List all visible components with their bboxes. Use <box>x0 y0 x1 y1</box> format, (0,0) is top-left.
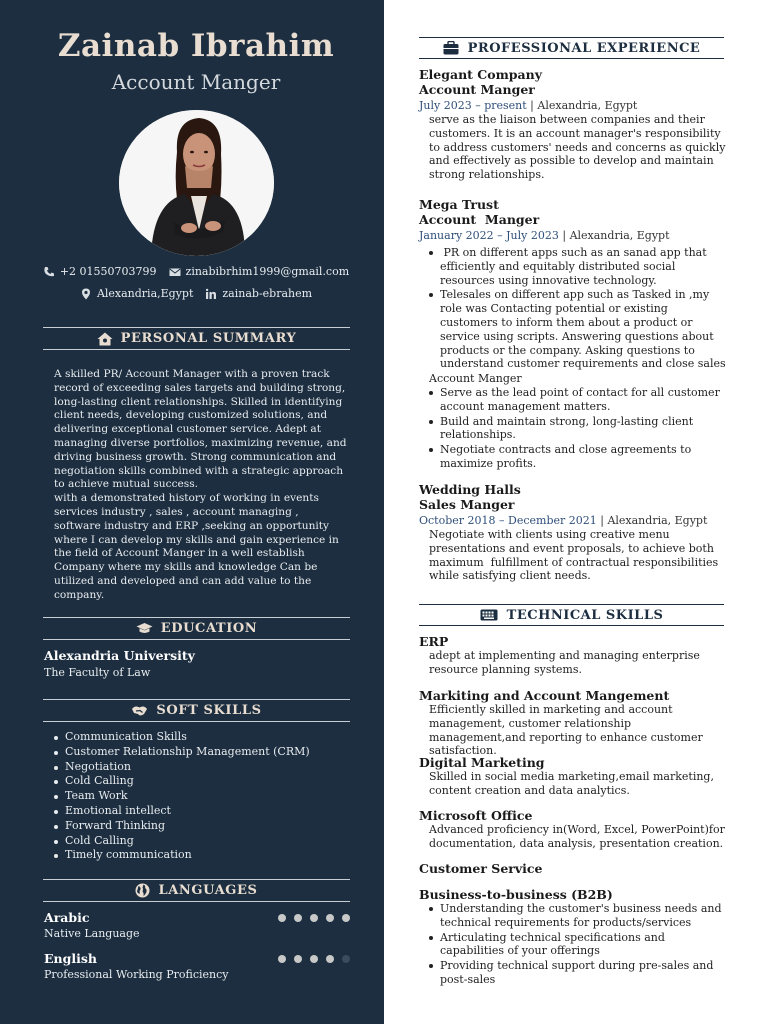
rating-dot-filled <box>310 914 318 922</box>
linkedin-contact[interactable] <box>205 287 312 300</box>
job-company: Wedding Halls <box>419 482 521 497</box>
section-title: SOFT SKILLS <box>156 703 262 718</box>
tech-skill-title: Markiting and Account Mangement <box>419 688 670 703</box>
language-arabic <box>44 910 350 940</box>
tech-skill-text: Efficiently skilled in marketing and account management, customer relationship management,and reporting to enhance customer satisfaction. <box>429 703 707 758</box>
rating-dot-empty <box>342 955 350 963</box>
job-bullets <box>419 246 729 371</box>
section-title: PERSONAL SUMMARY <box>120 331 297 346</box>
soft-skills-list <box>54 730 310 863</box>
education-faculty: The Faculty of Law <box>44 666 151 679</box>
job-role: Account Manger <box>419 212 540 227</box>
globe-icon <box>135 883 150 898</box>
tech-skill-title: Business-to-business (B2B) <box>419 887 613 902</box>
language-name: English <box>44 951 97 966</box>
linkedin-icon <box>205 288 217 300</box>
section-header-experience <box>419 37 724 59</box>
job-location: Alexandria, Egypt <box>607 514 708 527</box>
tech-skill <box>419 861 729 876</box>
language-rating <box>278 955 350 963</box>
section-header-soft-skills <box>43 699 350 722</box>
contact-row-2 <box>0 287 392 300</box>
tech-skill <box>419 688 729 758</box>
job-entry <box>419 482 729 583</box>
section-header-technical-skills <box>419 604 724 626</box>
contact-row-1 <box>0 265 392 278</box>
briefcase-icon <box>443 41 459 55</box>
phone-icon <box>43 266 55 278</box>
section-header-summary <box>43 327 350 350</box>
section-title: LANGUAGES <box>158 883 258 898</box>
job-dates: July 2023 – present | Alexandria, Egypt <box>419 99 638 112</box>
rating-dot-filled <box>310 955 318 963</box>
list-item: Providing technical support during pre-sales and post-sales <box>429 959 729 987</box>
person-portrait-icon <box>119 110 274 256</box>
profile-photo <box>119 110 274 256</box>
keyboard-icon <box>480 609 498 621</box>
list-item: Serve as the lead point of contact for all customer account management matters. <box>429 386 729 414</box>
list-item: Emotional intellect <box>54 804 310 819</box>
location-contact <box>80 287 193 300</box>
tech-skill-bullets <box>419 902 729 987</box>
tech-skill-text: adept at implementing and managing enterprise resource planning systems. <box>429 649 704 676</box>
handshake-icon <box>131 704 148 718</box>
phone-number: +2 01550703799 <box>59 265 157 278</box>
job-dates: October 2018 – December 2021 | Alexandria, Egypt <box>419 514 708 527</box>
job-description: serve as the liaison between companies and their customers. It is an account manager's responsibility to address customers' needs and concerns as quickly and effectively as possible to develop and maintain strong relationships. <box>429 113 729 182</box>
job-entry <box>419 67 729 182</box>
tech-skill-title: Microsoft Office <box>419 808 533 823</box>
job-role: Account Manger <box>419 82 535 97</box>
location-text: Alexandria,Egypt <box>96 287 194 300</box>
rating-dot-filled <box>278 955 286 963</box>
candidate-title: Account Manger <box>111 70 281 94</box>
list-item: Negotiate contracts and close agreements to maximize profits. <box>429 443 729 471</box>
language-level: Professional Working Proficiency <box>44 968 229 981</box>
list-item: PR on different apps such as an sanad app that efficiently and equitably distributed social resources using innovative technology. <box>429 246 729 287</box>
job-role: Sales Manger <box>419 497 515 512</box>
language-english <box>44 951 350 981</box>
tech-skill-title: ERP <box>419 634 449 649</box>
list-item: Telesales on different app such as Tasked in ,my role was Contacting potential or existing customers to inform them about a product or service using scripts. Answering questions about products or the company. Asking questions to understand customer requirements and close sales <box>429 288 729 371</box>
rating-dot-filled <box>294 914 302 922</box>
language-level: Native Language <box>44 927 140 940</box>
list-item: Build and maintain strong, long-lasting client relationships. <box>429 415 729 443</box>
list-item: Cold Calling <box>54 834 310 849</box>
rating-dot-filled <box>326 914 334 922</box>
tech-skill <box>419 634 729 677</box>
tech-skill-title: Customer Service <box>419 861 543 876</box>
phone-contact <box>43 265 157 278</box>
rating-dot-filled <box>278 914 286 922</box>
list-item: Timely communication <box>54 848 310 863</box>
job-bullets <box>419 386 729 471</box>
list-item: Articulating technical specifications and capabilities of your offerings <box>429 931 729 959</box>
list-item: Forward Thinking <box>54 819 310 834</box>
language-name: Arabic <box>44 910 90 925</box>
tech-skill <box>419 887 729 988</box>
job-company: Elegant Company <box>419 67 542 82</box>
email-address[interactable]: zinabibrhim1999@gmail.com <box>185 265 350 278</box>
section-title: PROFESSIONAL EXPERIENCE <box>467 40 701 56</box>
list-item: Customer Relationship Management (CRM) <box>54 745 310 760</box>
list-item: Negotiation <box>54 760 310 775</box>
list-item: Cold Calling <box>54 774 310 789</box>
list-item: Understanding the customer's business needs and technical requirements for products/services <box>429 902 729 930</box>
section-title: EDUCATION <box>160 621 258 636</box>
job-date-range: October 2018 – December 2021 <box>419 514 597 527</box>
job-date-range: January 2022 – July 2023 <box>419 229 559 242</box>
map-pin-icon <box>80 288 92 300</box>
candidate-name: Zainab Ibrahim <box>57 28 335 64</box>
job-date-range: July 2023 – present <box>419 99 527 112</box>
education-school: Alexandria University <box>44 648 195 663</box>
section-header-education <box>43 617 350 640</box>
section-title: TECHNICAL SKILLS <box>506 607 664 623</box>
job-entry <box>419 197 729 472</box>
language-rating <box>278 914 350 922</box>
linkedin-handle[interactable]: zainab-ebrahem <box>222 287 313 300</box>
email-icon <box>169 266 181 278</box>
tech-skill-title: Digital Marketing <box>419 755 545 770</box>
house-icon <box>97 332 113 346</box>
tech-skill <box>419 755 729 798</box>
list-item: Communication Skills <box>54 730 310 745</box>
rating-dot-filled <box>326 955 334 963</box>
tech-skill-text: Advanced proficiency in(Word, Excel, PowerPoint)for documentation, data analysis, presentation creation. <box>429 823 729 850</box>
job-location: Alexandria, Egypt <box>537 99 638 112</box>
summary-text: A skilled PR/ Account Manager with a proven track record of exceeding sales targets and building strong, long-lasting client relationships. Skilled in identifying client needs, developing customized solutions, and delivering exceptional customer service. Adept at managing diverse portfolios, maximizing revenue, and driving business growth. Strong communication and negotiation skills combined with a strategic approach to achieve mutual success. with a demonstrated history of working in events services industry , sales , account managing , software industry and ERP ,seeking an opportunity where I can develop my skills and gain experience in the field of Account Manger in a well establish Company where my skills and knowledge Can be utilized and developed and can add value to the company. <box>54 368 347 601</box>
tech-skill <box>419 808 729 851</box>
job-sub-label: Account Manger <box>429 372 522 386</box>
job-location: Alexandria, Egypt <box>569 229 670 242</box>
email-contact[interactable] <box>169 265 350 278</box>
graduation-cap-icon <box>136 622 153 635</box>
job-company: Mega Trust <box>419 197 499 212</box>
section-header-languages <box>43 879 350 902</box>
job-description: Negotiate with clients using creative menu presentations and event proposals, to achieve both maximum fulfillment of contractual responsibilities while satisfying client needs. <box>429 528 722 583</box>
rating-dot-filled <box>294 955 302 963</box>
list-item: Team Work <box>54 789 310 804</box>
job-dates: January 2022 – July 2023 | Alexandria, Egypt <box>419 229 670 242</box>
tech-skill-text: Skilled in social media marketing,email marketing, content creation and data analytics. <box>429 770 718 797</box>
rating-dot-filled <box>342 914 350 922</box>
